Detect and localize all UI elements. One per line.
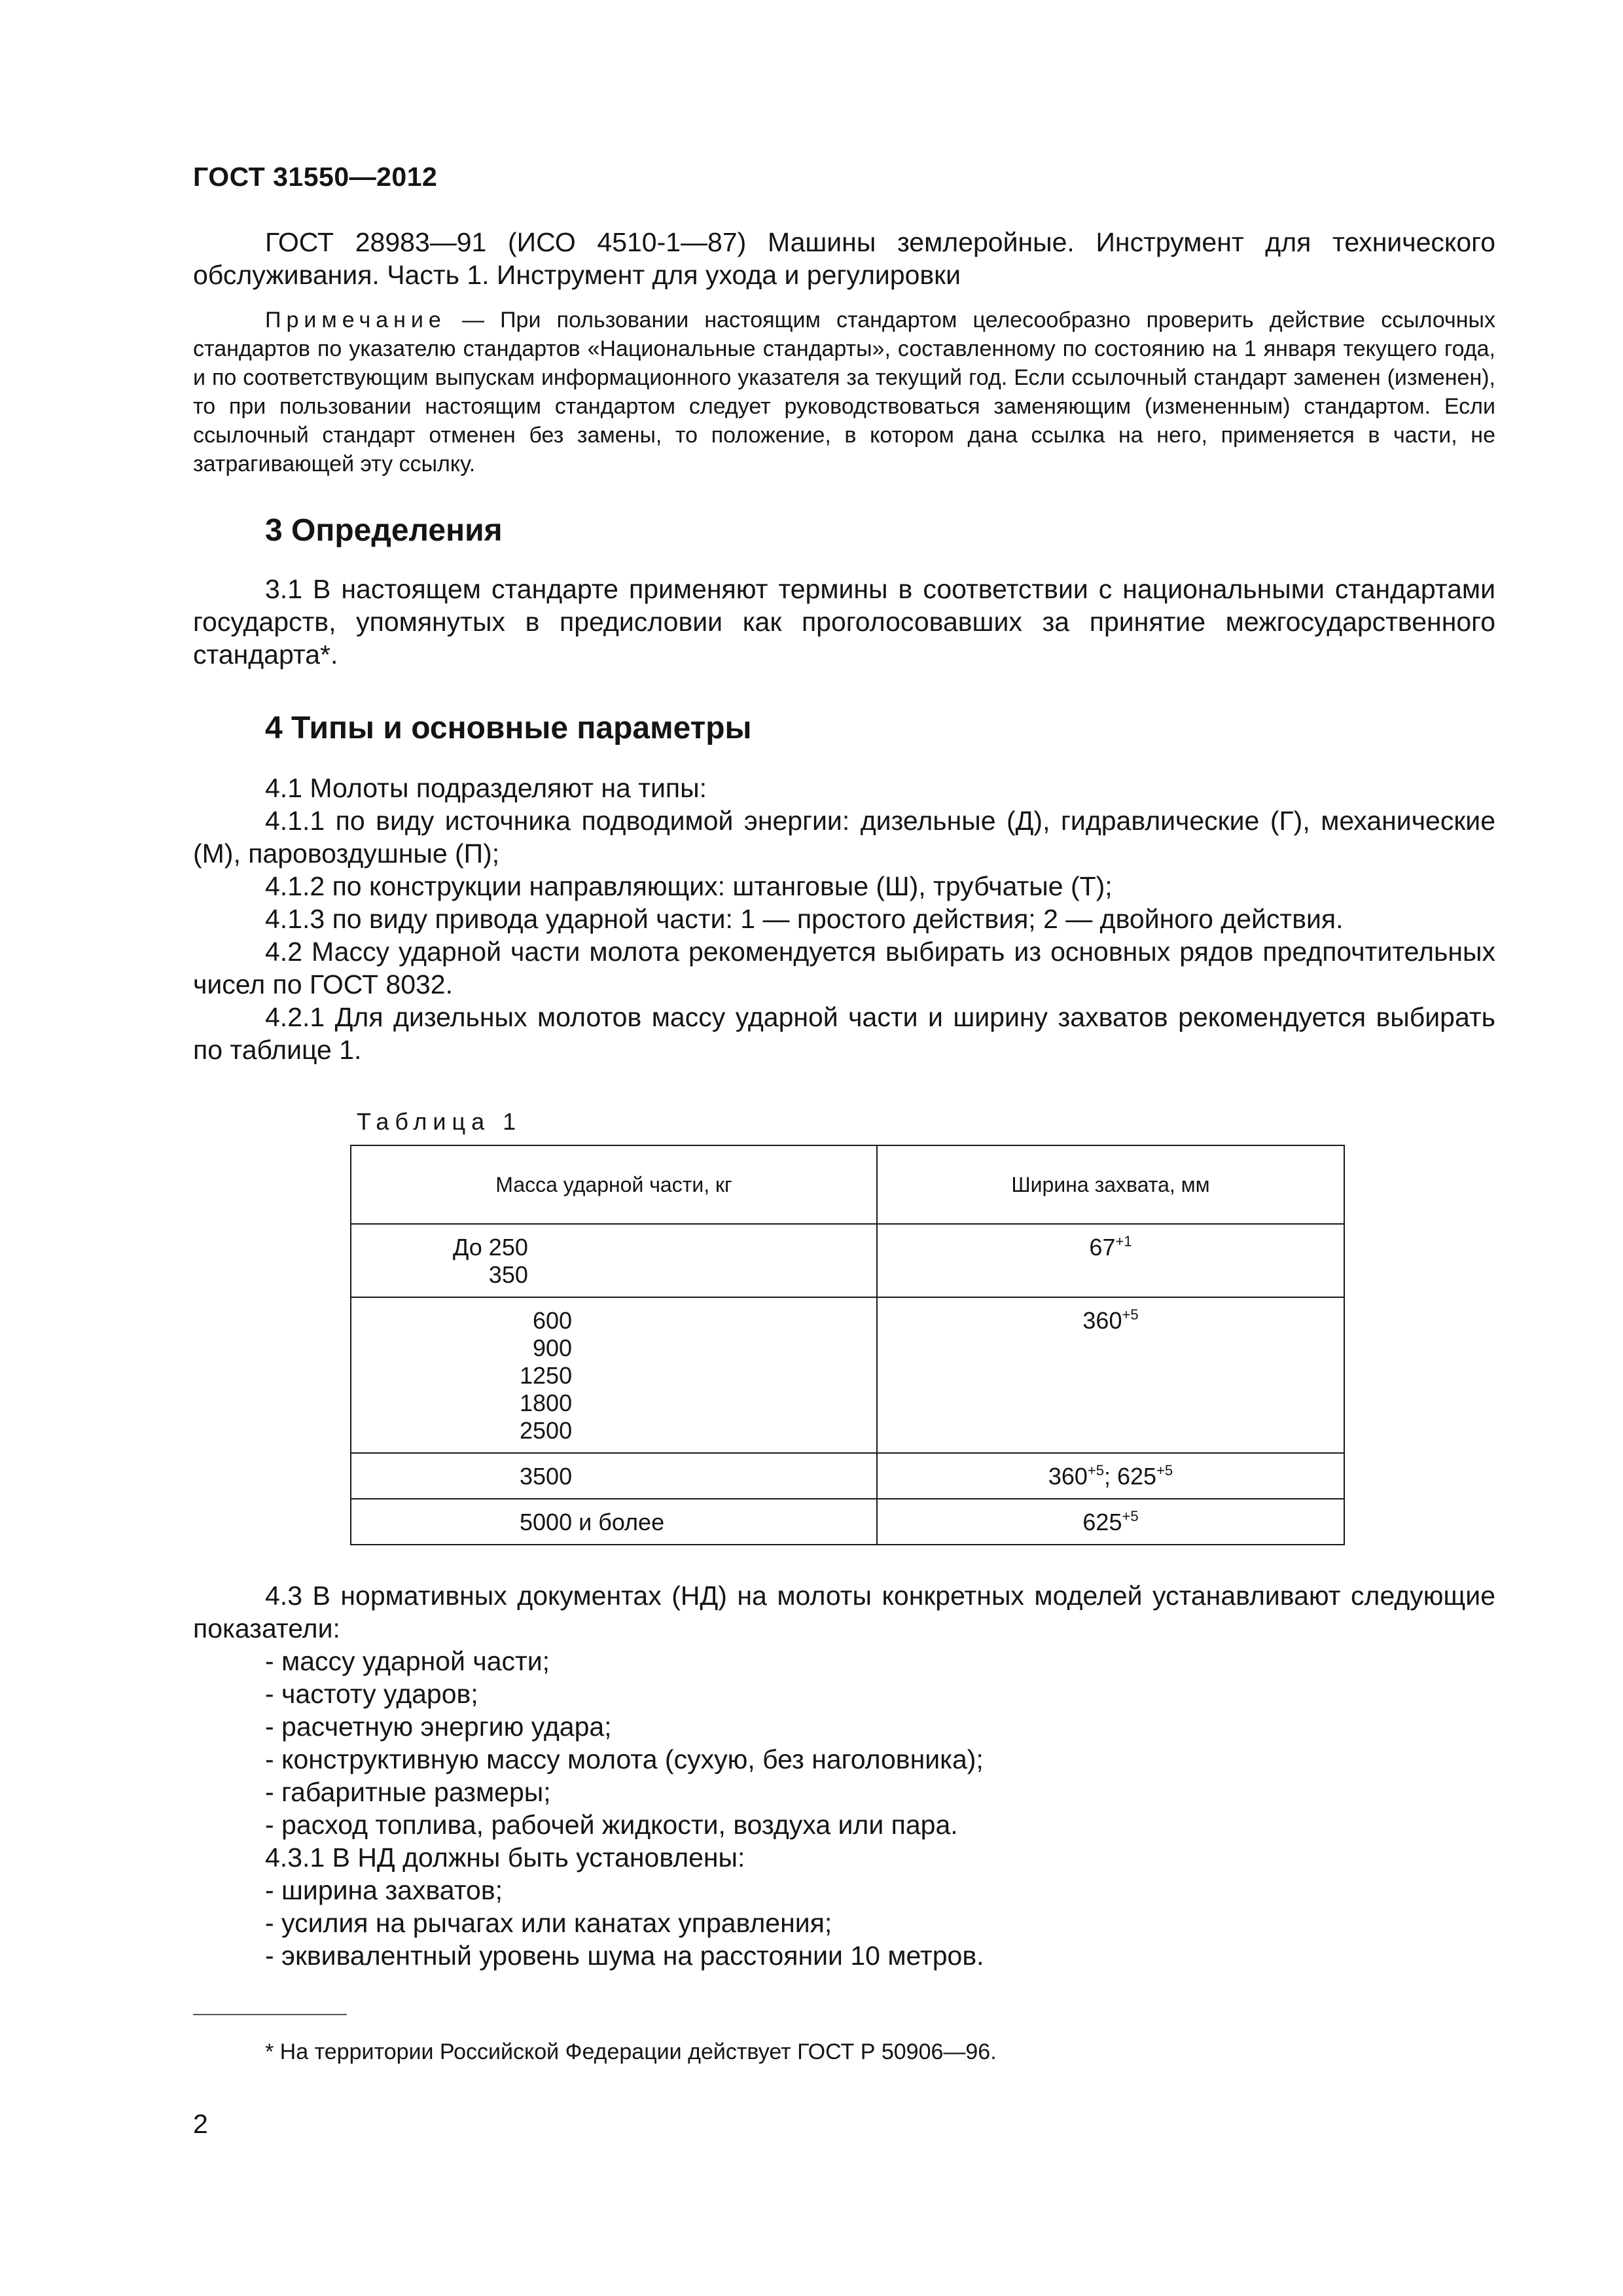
mass-value: 5000 и более <box>520 1509 665 1535</box>
table-1 <box>350 1145 1345 1545</box>
width-tolerance: +5 <box>1156 1462 1173 1479</box>
note-paragraph <box>193 306 1495 478</box>
width-tolerance: +5 <box>1087 1462 1104 1479</box>
mass-value: 350 <box>488 1261 528 1288</box>
width-separator: ; <box>1103 1463 1117 1490</box>
footnote-separator <box>193 2014 347 2015</box>
width-tolerance: +1 <box>1115 1233 1132 1249</box>
document-body <box>193 226 1495 1972</box>
mass-value: До 250 <box>453 1234 528 1261</box>
width-value: 625 <box>1082 1509 1122 1535</box>
list-item: - частоту ударов; <box>265 1679 478 1709</box>
note-text: — При пользовании настоящим стандартом целесообразно проверить действие ссылочных стандартов по указателю стандартов «Национальные стандарты», составленному по состоянию на 1 января текущего года, и по соответствующим выпускам информационного указателя за текущий год. Если ссылочный стандарт заменен (изменен), то при пользовании настоящим стандартом следует руководствоваться заменяющим (измененным) стандартом. Если ссылочный стандарт отменен без замены, то положение, в котором дана ссылка на него, применяется в части, не затрагивающей эту ссылку. <box>193 308 1495 476</box>
table-cell-width <box>877 1499 1344 1545</box>
table-cell-mass <box>351 1297 877 1453</box>
document-header: ГОСТ 31550—2012 <box>193 162 438 192</box>
mass-value: 3500 <box>520 1463 573 1490</box>
footnote: * На территории Российской Федерации действует ГОСТ Р 50906—96. <box>265 2039 997 2064</box>
list-item: - расчетную энергию удара; <box>265 1712 612 1742</box>
list-item: - массу ударной части; <box>265 1646 550 1676</box>
table-cell-mass <box>351 1453 877 1499</box>
width-value: 360 <box>1048 1463 1088 1490</box>
table-row <box>351 1297 1344 1453</box>
table-cell-mass <box>351 1499 877 1545</box>
paragraph-4-3-1: 4.3.1 В НД должны быть установлены: <box>265 1842 745 1873</box>
paragraph-4-1: 4.1 Молоты подразделяют на типы: <box>265 773 707 803</box>
note-label: Примечание <box>265 308 446 332</box>
paragraph-4-1-3: 4.1.3 по виду привода ударной части: 1 — простого действия; 2 — двойного действия. <box>265 904 1344 934</box>
paragraph-4-2: 4.2 Массу ударной части молота рекомендуется выбирать из основных рядов предпочтительных чисел по ГОСТ 8032. <box>193 937 1495 999</box>
table-cell-width <box>877 1297 1344 1453</box>
list-item: - эквивалентный уровень шума на расстоянии 10 метров. <box>265 1941 984 1971</box>
paragraph-4-2-1: 4.2.1 Для дизельных молотов массу ударной части и ширину захватов рекомендуется выбирать по таблице 1. <box>193 1002 1495 1065</box>
width-tolerance: +5 <box>1122 1306 1139 1323</box>
mass-value: 900 <box>533 1335 573 1361</box>
table-cell-mass <box>351 1224 877 1297</box>
paragraph-4-1-2: 4.1.2 по конструкции направляющих: штанговые (Ш), трубчатые (Т); <box>265 871 1113 901</box>
table-1-caption: Таблица 1 <box>357 1108 522 1135</box>
table-row <box>351 1499 1344 1545</box>
width-value: 625 <box>1117 1463 1157 1490</box>
table-cell-width <box>877 1224 1344 1297</box>
table-header-row <box>351 1145 1344 1224</box>
width-tolerance: +5 <box>1122 1508 1139 1524</box>
section-3-heading: 3 Определения <box>265 513 503 548</box>
list-item: - габаритные размеры; <box>265 1777 551 1807</box>
table-cell-width <box>877 1453 1344 1499</box>
table-row <box>351 1453 1344 1499</box>
section-4-heading: 4 Типы и основные параметры <box>265 711 752 745</box>
list-item: - усилия на рычагах или канатах управления; <box>265 1908 832 1938</box>
table-row <box>351 1224 1344 1297</box>
paragraph-3-1: 3.1 В настоящем стандарте применяют термины в соответствии с национальными стандартами государств, упомянутых в предисловии как проголосовавших за принятие межгосударственного стандарта*. <box>193 574 1495 670</box>
list-item: - ширина захватов; <box>265 1875 503 1905</box>
reference-gost-28983: ГОСТ 28983—91 (ИСО 4510-1—87) Машины землеройные. Инструмент для технического обслуживания. Часть 1. Инструмент для ухода и регулировки <box>193 227 1495 290</box>
width-value: 67 <box>1089 1234 1116 1261</box>
width-value: 360 <box>1082 1307 1122 1334</box>
page-number: 2 <box>193 2109 208 2139</box>
mass-value: 1250 <box>520 1362 573 1389</box>
table-header-width: Ширина захвата, мм <box>877 1145 1344 1224</box>
list-item: - конструктивную массу молота (сухую, без наголовника); <box>265 1744 984 1774</box>
table-header-mass: Масса ударной части, кг <box>351 1145 877 1224</box>
mass-value: 600 <box>533 1307 573 1334</box>
paragraph-4-3: 4.3 В нормативных документах (НД) на молоты конкретных моделей устанавливают следующие показатели: <box>193 1581 1495 1643</box>
paragraph-4-1-1: 4.1.1 по виду источника подводимой энергии: дизельные (Д), гидравлические (Г), механические (М), паровоздушные (П); <box>193 806 1495 869</box>
list-item: - расход топлива, рабочей жидкости, воздуха или пара. <box>265 1810 958 1840</box>
mass-value: 2500 <box>520 1417 573 1444</box>
mass-value: 1800 <box>520 1390 573 1416</box>
